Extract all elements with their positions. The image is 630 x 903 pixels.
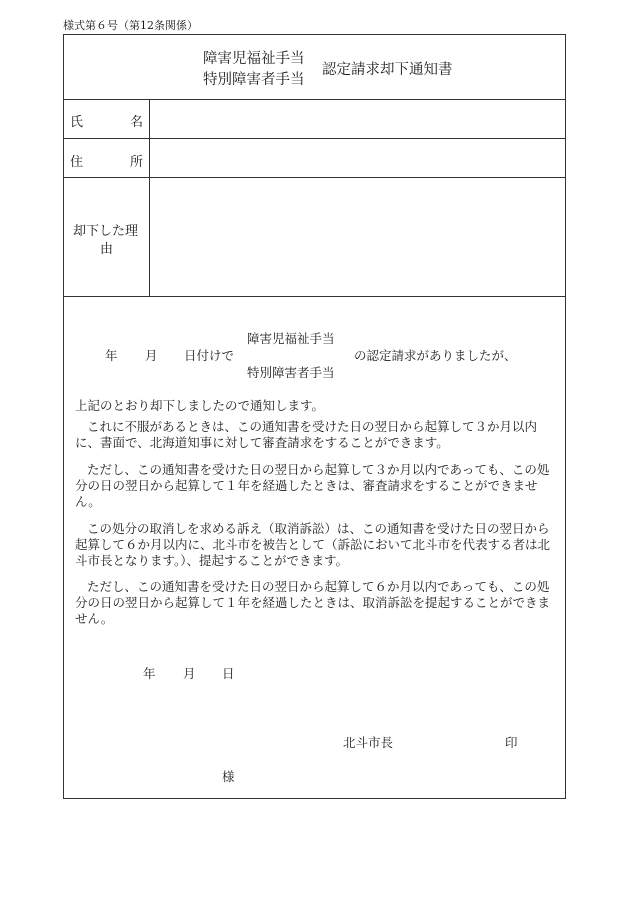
notice-year: 年	[105, 348, 118, 363]
paragraph-3: この処分の取消しを求める訴え（取消訴訟）は、この通知書を受けた日の翌日から起算して６か月以内に、北斗市を被告として（訴訟において北斗市を代表する者は北斗市長となります。）、提起することができます。	[75, 521, 551, 568]
name-field[interactable]	[152, 101, 562, 136]
form-number: 様式第６号（第12条関係）	[63, 19, 198, 32]
label-column-divider	[149, 99, 150, 296]
address-field[interactable]	[152, 140, 562, 175]
divider	[63, 99, 566, 100]
notice-line: 上記のとおり却下しましたので通知します。	[75, 398, 325, 413]
date-day: 日	[222, 666, 235, 681]
divider	[63, 177, 566, 178]
date-year: 年	[143, 666, 156, 681]
seal-mark: 印	[505, 735, 518, 750]
name-label-1: 氏	[70, 115, 84, 130]
divider	[63, 296, 566, 297]
title-line1: 障害児福祉手当	[203, 51, 305, 67]
addressee-suffix: 様	[222, 769, 235, 784]
issuer-mayor: 北斗市長	[343, 735, 394, 750]
title-suffix: 認定請求却下通知書	[322, 62, 453, 78]
notice-allowance-2: 特別障害者手当	[247, 365, 335, 380]
notice-month: 月	[145, 348, 158, 363]
paragraph-1: これに不服があるときは、この通知書を受けた日の翌日から起算して３か月以内に、書面で、北海道知事に対して審査請求をすることができます。	[75, 419, 538, 450]
name-label-2: 名	[130, 115, 144, 130]
address-label-1: 住	[70, 155, 84, 170]
notice-allowance-1: 障害児福祉手当	[247, 331, 335, 346]
notice-day-suffix: 日付けで	[184, 348, 235, 363]
notice-request-phrase: の認定請求がありましたが、	[354, 348, 517, 363]
paragraph-2: ただし、この通知書を受けた日の翌日から起算して３か月以内であっても、この処分の日の翌日から起算して１年を経過したときは、審査請求をすることができません。	[75, 462, 550, 509]
reason-label-line1: 却下した理	[73, 224, 139, 239]
address-label-2: 所	[130, 155, 144, 170]
reason-field[interactable]	[152, 179, 562, 294]
divider	[63, 138, 566, 139]
date-month: 月	[183, 666, 196, 681]
paragraph-4: ただし、この通知書を受けた日の翌日から起算して６か月以内であっても、この処分の日の翌日から起算して１年を経過したときは、取消訴訟を提起することができません。	[75, 579, 551, 626]
title-line2: 特別障害者手当	[203, 72, 305, 88]
reason-label-line2: 由	[100, 242, 114, 257]
